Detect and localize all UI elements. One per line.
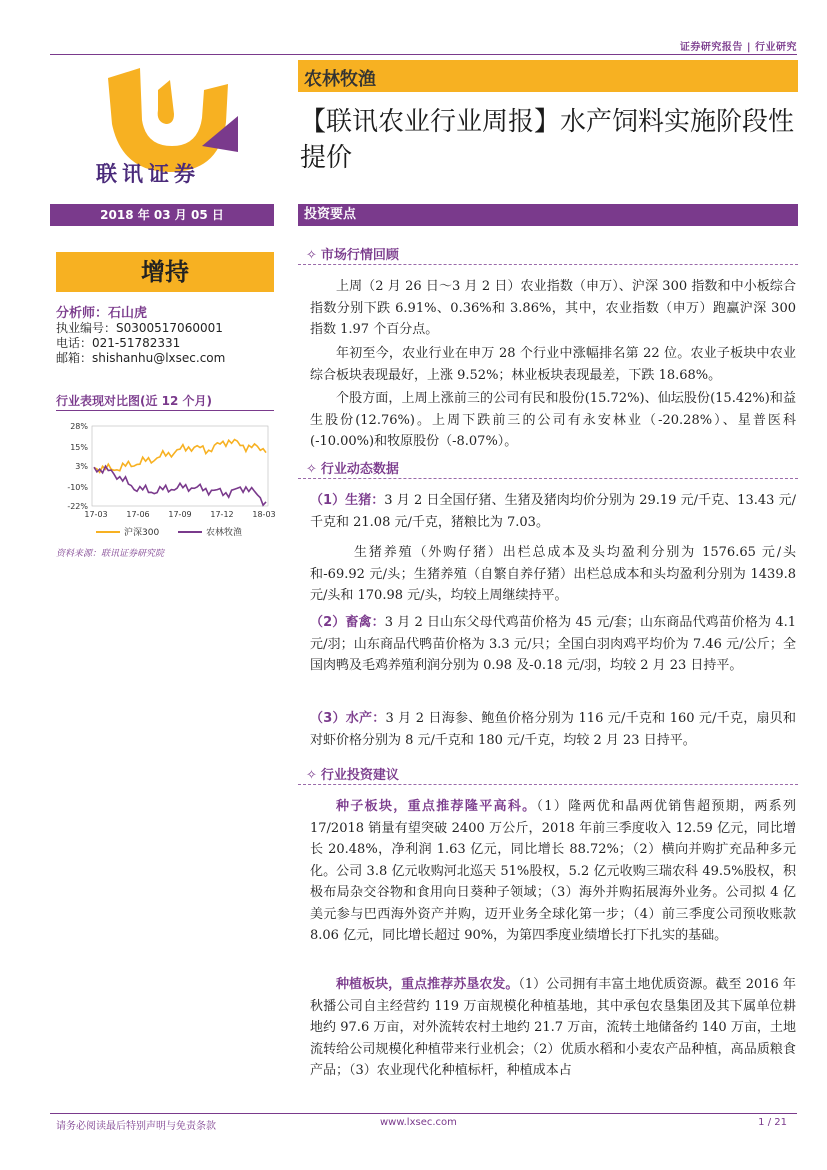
y-tick-label: 15%: [70, 442, 88, 452]
analyst-phone: 电话：021-51782331: [56, 336, 181, 350]
footer-page-number: 1 / 21: [758, 1117, 787, 1128]
aquatic-heading: （3）水产：: [310, 711, 386, 726]
chart-source: 资料来源：联讯证券研究院: [56, 549, 165, 559]
poultry-heading: （2）畜禽：: [310, 615, 385, 630]
footer-divider: [50, 1113, 797, 1114]
x-tick-label: 17-03: [84, 510, 108, 519]
section-divider: [298, 264, 798, 266]
aquatic-text: 3 月 2 日海参、鲍鱼价格分别为 116 元/千克和 160 元/千克，扇贝和对虾价格分别为 8 元/千克和 180 元/千克，均较 2 月 23 日持平。: [310, 711, 797, 748]
y-tick-label: 28%: [70, 422, 88, 431]
section-divider: [298, 478, 798, 480]
paragraph-hog-profit: 生猪养殖（外购仔猪）出栏总成本及头均盈利分别为 1576.65 元/头和-69.92 元/头；生猪养殖（自繁自养仔猪）出栏总成本和头均盈利分别为 1439.8 元/头和 170.98 元/头，均较上周继续持平。: [310, 545, 796, 603]
x-tick-label: 17-06: [126, 510, 150, 519]
diamond-star-icon: ✧: [306, 768, 317, 783]
investment-header-label: 投资要点: [304, 207, 357, 222]
y-tick-label: -10%: [67, 482, 88, 492]
diamond-star-icon: ✧: [306, 462, 317, 477]
footer-site-link[interactable]: www.lxsec.com: [380, 1117, 457, 1128]
series-line: [94, 466, 266, 505]
category-banner: [298, 60, 798, 92]
plot-frame: [92, 426, 268, 506]
footer-disclaimer: 请务必阅读最后特别声明与免责条款: [56, 1121, 216, 1132]
analyst-email: 邮箱：shishanhu@lxsec.com: [56, 351, 226, 365]
paragraph-seed-sector: [310, 796, 796, 947]
hogs-text: 3 月 2 日全国仔猪、生猪及猪肉均价分别为 29.19 元/千克、13.43 元/千克和 21.08 元/千克，猪粮比为 7.03。: [310, 493, 797, 530]
paragraph-ytd-ranking: 年初至今，农业行业在申万 28 个行业中涨幅排名第 22 位。农业子板块中农业综合板块表现最好，上涨 9.52%；林业板块表现最差，下跌 18.68%。: [310, 346, 796, 383]
section-investment-advice-label: 行业投资建议: [320, 768, 399, 783]
hogs-heading: （1）生猪：: [310, 493, 385, 508]
seed-sector-heading: 种子板块，重点推荐隆平高科。: [336, 799, 537, 814]
section-industry-data: [306, 458, 399, 477]
report-type-label: 证券研究报告 | 行业研究: [679, 42, 797, 53]
poultry-text: 3 月 2 日山东父母代鸡苗价格为 45 元/套；山东商品代鸡苗价格为 4.1 元/羽；山东商品代鸭苗价格为 3.3 元/只；全国白羽肉鸡平均价为 7.46 元/公斤；全国肉鸭及毛鸡养殖利润分别为 0.98 及-0.18 元/羽，均较 2 月 23 日持平。: [310, 615, 797, 673]
analyst-license: 执业编号：S0300517060001: [56, 321, 223, 335]
legend-label: 沪深300: [124, 528, 160, 538]
planting-sector-heading: 种植板块，重点推荐苏垦农发。: [336, 977, 519, 992]
section-market-review-label: 市场行情回顾: [320, 248, 399, 263]
chart-title: 行业表现对比图(近 12 个月): [56, 394, 213, 408]
performance-chart: [56, 414, 276, 544]
x-tick-label: 17-12: [210, 510, 234, 519]
legend-label: 农林牧渔: [206, 528, 243, 538]
investment-header: [298, 204, 798, 226]
chart-title-divider: [56, 410, 274, 411]
header-divider: [50, 54, 797, 55]
y-tick-label: -22%: [67, 502, 88, 511]
section-divider: [298, 784, 798, 786]
planting-sector-text: （1）公司拥有丰富土地优质资源。截至 2016 年秋播公司自主经营约 119 万亩规模化种植基地，其中承包农垦集团及其下属单位耕地约 97.6 万亩，对外流转农村土地约 21.7 万亩，流转土地储备约 140 万亩，土地流转给公司规模化种植带来行业机会；（2）优质水稻和小麦农产品种植，高品质粮食产品；（3）农业现代化种植标杆，种植成本占: [310, 977, 797, 1078]
series-line: [94, 440, 266, 473]
analyst-info: [56, 306, 225, 366]
report-title: 【联讯农业行业周报】水产饲料实施阶段性提价: [300, 107, 795, 173]
diamond-star-icon: ✧: [306, 248, 317, 263]
rating-badge: 增持: [56, 252, 274, 292]
x-tick-label: 18-03: [252, 510, 276, 519]
section-investment-advice: [306, 764, 399, 783]
paragraph-hogs: [310, 490, 796, 533]
section-industry-data-label: 行业动态数据: [320, 462, 399, 477]
seed-sector-text: （1）隆两优和晶两优销售超预期，两系列 17/2018 销量有望突破 2400 万公斤，2018 年前三季度收入 12.59 亿元，同比增长 20.48%，净利润 1.63 亿元，同比增长 88.72%；（2）横向并购扩充品种多元化。公司 3.8 亿元收购河北巡天 51%股权，5.2 亿元收购三瑞农科 49.5%股权，积极布局杂交谷物和食用向日葵种子领域；（3）海外并购拓展海外业务。公司拟 4 亿美元参与巴西海外资产并购，迈开业务全球化第一步；（4）前三季度公司预收账款 8.06 亿元，同比增长超过 90%，为第四季度业绩增长打下扎实的基础。: [310, 799, 796, 943]
section-market-review: [306, 244, 399, 263]
paragraph-stock-movers: 个股方面，上周上涨前三的公司有民和股份(15.72%)、仙坛股份(15.42%)和益生股份(12.76%)。上周下跌前三的公司有永安林业（-20.28%）、星普医科(-10.00%)和牧原股份（-8.07%）。: [310, 391, 796, 449]
logo-text: 联讯证券: [96, 161, 200, 186]
x-tick-label: 17-09: [168, 510, 192, 519]
category-label: 农林牧渔: [304, 69, 376, 90]
y-tick-label: 3%: [75, 462, 88, 471]
paragraph-poultry: [310, 612, 796, 677]
analyst-name: 分析师：石山虎: [56, 306, 148, 321]
paragraph-market-summary: 上周（2 月 26 日～3 月 2 日）农业指数（申万）、沪深 300 指数和中小板综合指数分别下跌 6.91%、0.36%和 3.86%，其中，农业指数（申万）跑赢沪深 300 指数 1.97 个百分点。: [310, 279, 796, 337]
paragraph-aquatic: [310, 708, 796, 751]
paragraph-planting-sector: [310, 974, 796, 1082]
report-date: 2018 年 03 月 05 日: [50, 204, 274, 226]
